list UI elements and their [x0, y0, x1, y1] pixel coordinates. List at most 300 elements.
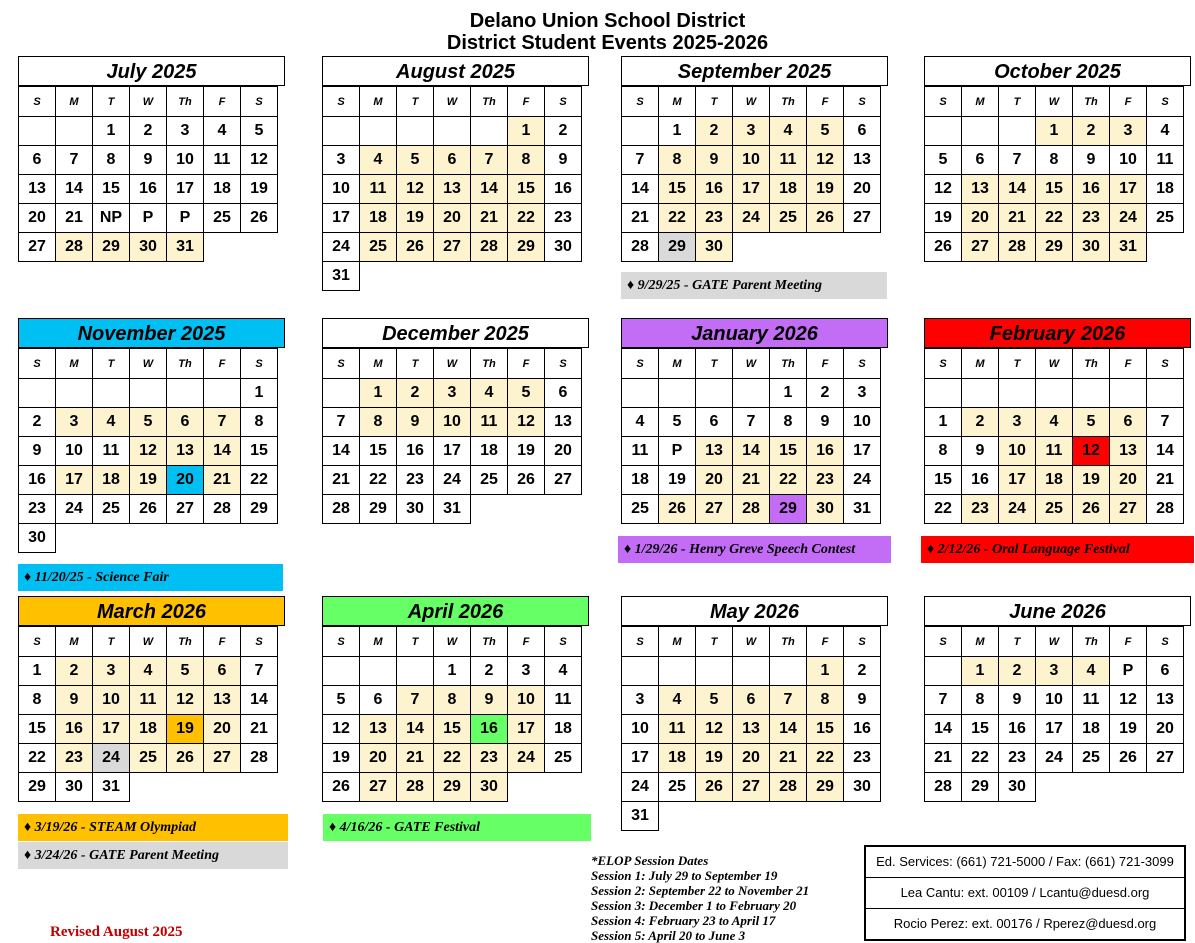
day-cell: 18: [204, 175, 241, 204]
day-cell: 23: [844, 744, 881, 773]
day-cell: 26: [1110, 744, 1147, 773]
week-row: [925, 175, 1184, 204]
day-cell: 17: [999, 466, 1036, 495]
day-cell: 16: [545, 175, 582, 204]
day-cell: 1: [508, 117, 545, 146]
day-cell: 9: [696, 146, 733, 175]
week-row: [622, 117, 881, 146]
day-cell: 22: [925, 495, 962, 524]
day-cell: 16: [130, 175, 167, 204]
day-cell: 3: [167, 117, 204, 146]
week-row: [622, 379, 881, 408]
day-cell: 25: [622, 495, 659, 524]
weekday-label: F: [508, 627, 545, 657]
day-cell: 15: [925, 466, 962, 495]
day-cell: [241, 524, 278, 553]
day-cell: 7: [56, 146, 93, 175]
day-cell: 19: [807, 175, 844, 204]
day-cell: 1: [1036, 117, 1073, 146]
day-cell: 11: [93, 437, 130, 466]
day-cell: 4: [770, 117, 807, 146]
day-cell: 4: [130, 657, 167, 686]
week-row: [622, 437, 881, 466]
day-cell: 30: [397, 495, 434, 524]
month-grid: [924, 348, 1184, 524]
day-cell: 2: [56, 657, 93, 686]
weekday-label: T: [696, 349, 733, 379]
day-cell: 15: [241, 437, 278, 466]
month-grid: [18, 626, 278, 802]
day-cell: 31: [93, 773, 130, 802]
day-cell: 14: [56, 175, 93, 204]
day-cell: 18: [659, 744, 696, 773]
weekday-label: F: [508, 87, 545, 117]
day-cell: 2: [844, 657, 881, 686]
day-cell: [545, 495, 582, 524]
day-cell: 19: [659, 466, 696, 495]
day-cell: 10: [434, 408, 471, 437]
day-cell: 31: [167, 233, 204, 262]
weekday-label: M: [360, 627, 397, 657]
day-cell: 25: [471, 466, 508, 495]
week-row: [19, 686, 278, 715]
day-cell: 12: [508, 408, 545, 437]
day-cell: 30: [844, 773, 881, 802]
day-cell: 14: [622, 175, 659, 204]
district-title: Delano Union School District: [469, 10, 746, 32]
day-cell: 18: [1036, 466, 1073, 495]
day-cell: 12: [397, 175, 434, 204]
day-cell: 12: [1110, 686, 1147, 715]
month-grid: [621, 86, 881, 262]
day-cell: P: [167, 204, 204, 233]
day-cell: P: [130, 204, 167, 233]
day-cell: 22: [360, 466, 397, 495]
week-row: [323, 657, 582, 686]
day-cell: 20: [167, 466, 204, 495]
day-cell: 22: [1036, 204, 1073, 233]
week-row: [925, 146, 1184, 175]
day-cell: 5: [397, 146, 434, 175]
day-cell: 7: [622, 146, 659, 175]
day-cell: 7: [241, 657, 278, 686]
day-cell: 28: [204, 495, 241, 524]
day-cell: 1: [434, 657, 471, 686]
week-row: [925, 379, 1184, 408]
weekday-label: F: [807, 87, 844, 117]
day-cell: [770, 657, 807, 686]
day-cell: [204, 524, 241, 553]
weekday-label: T: [397, 349, 434, 379]
day-cell: [622, 117, 659, 146]
event-note: ♦ 9/29/25 - GATE Parent Meeting: [621, 272, 887, 299]
day-cell: 1: [19, 657, 56, 686]
weekday-label: W: [733, 87, 770, 117]
day-cell: 8: [434, 686, 471, 715]
week-row: [323, 495, 582, 524]
month-title: August 2025: [322, 56, 589, 86]
weekday-label: M: [659, 627, 696, 657]
day-cell: 9: [1073, 146, 1110, 175]
day-cell: [844, 802, 881, 831]
day-cell: 29: [962, 773, 999, 802]
day-cell: 22: [241, 466, 278, 495]
day-cell: 16: [844, 715, 881, 744]
weekday-label: F: [204, 87, 241, 117]
day-cell: 12: [241, 146, 278, 175]
day-cell: [471, 262, 508, 291]
day-cell: 6: [204, 657, 241, 686]
week-row: [323, 715, 582, 744]
day-cell: 7: [1147, 408, 1184, 437]
weekday-label: S: [622, 627, 659, 657]
day-cell: [397, 117, 434, 146]
day-cell: 25: [659, 773, 696, 802]
day-cell: 29: [1036, 233, 1073, 262]
day-cell: 17: [56, 466, 93, 495]
day-cell: 3: [56, 408, 93, 437]
weekday-label: S: [925, 627, 962, 657]
day-cell: 10: [1110, 146, 1147, 175]
weekday-label: S: [622, 87, 659, 117]
calendar-subtitle: District Student Events 2025-2026: [446, 32, 769, 54]
day-cell: 15: [434, 715, 471, 744]
day-cell: 19: [1110, 715, 1147, 744]
week-row: [622, 773, 881, 802]
week-row: [925, 233, 1184, 262]
day-cell: [241, 233, 278, 262]
weekday-label: W: [434, 349, 471, 379]
day-cell: 25: [770, 204, 807, 233]
day-cell: [545, 773, 582, 802]
day-cell: 13: [1147, 686, 1184, 715]
day-cell: [508, 262, 545, 291]
week-row: [925, 408, 1184, 437]
day-cell: 10: [999, 437, 1036, 466]
day-cell: 28: [999, 233, 1036, 262]
day-cell: 5: [241, 117, 278, 146]
day-cell: [925, 657, 962, 686]
day-cell: 10: [167, 146, 204, 175]
month-grid: [322, 626, 582, 802]
day-cell: 13: [167, 437, 204, 466]
weekday-label: W: [130, 627, 167, 657]
day-cell: 5: [508, 379, 545, 408]
week-row: [323, 686, 582, 715]
day-cell: 13: [962, 175, 999, 204]
day-cell: 9: [844, 686, 881, 715]
day-cell: [659, 657, 696, 686]
day-cell: 28: [323, 495, 360, 524]
month-title: July 2025: [18, 56, 285, 86]
day-cell: 6: [696, 408, 733, 437]
day-cell: 6: [545, 379, 582, 408]
weekday-label: S: [323, 349, 360, 379]
day-cell: [19, 117, 56, 146]
day-cell: [844, 233, 881, 262]
day-cell: [1073, 379, 1110, 408]
day-cell: 5: [167, 657, 204, 686]
contact-box: [864, 845, 1186, 941]
day-cell: 1: [241, 379, 278, 408]
day-cell: 9: [545, 146, 582, 175]
day-cell: 24: [56, 495, 93, 524]
weekday-label: M: [962, 87, 999, 117]
weekday-label: Th: [1073, 349, 1110, 379]
day-cell: 12: [1073, 437, 1110, 466]
day-cell: 25: [545, 744, 582, 773]
day-cell: 13: [204, 686, 241, 715]
day-cell: 12: [925, 175, 962, 204]
week-row: [323, 379, 582, 408]
day-cell: 18: [545, 715, 582, 744]
day-cell: 2: [397, 379, 434, 408]
week-row: [323, 233, 582, 262]
weekday-label: S: [1147, 349, 1184, 379]
day-cell: [204, 233, 241, 262]
weekday-label: S: [545, 349, 582, 379]
week-row: [925, 657, 1184, 686]
day-cell: 26: [508, 466, 545, 495]
day-cell: 11: [1073, 686, 1110, 715]
weekday-label: M: [56, 87, 93, 117]
week-row: [925, 117, 1184, 146]
day-cell: 8: [19, 686, 56, 715]
week-row: [19, 437, 278, 466]
day-cell: 19: [397, 204, 434, 233]
week-row: [622, 715, 881, 744]
day-cell: [19, 379, 56, 408]
day-cell: 2: [999, 657, 1036, 686]
month-june-2026: [924, 596, 1191, 802]
day-cell: 27: [360, 773, 397, 802]
day-cell: 20: [733, 744, 770, 773]
event-note: ♦ 1/29/26 - Henry Greve Speech Contest: [618, 536, 891, 563]
weekday-label: F: [807, 349, 844, 379]
day-cell: 14: [204, 437, 241, 466]
day-cell: 7: [323, 408, 360, 437]
revised-date: Revised August 2025: [50, 924, 183, 940]
day-cell: 28: [56, 233, 93, 262]
day-cell: 15: [93, 175, 130, 204]
elop-session: Session 3: December 1 to February 20: [591, 898, 797, 913]
weekday-label: T: [93, 349, 130, 379]
month-grid: [322, 348, 582, 524]
day-cell: 12: [696, 715, 733, 744]
weekday-label: Th: [770, 87, 807, 117]
day-cell: 14: [925, 715, 962, 744]
day-cell: 20: [1110, 466, 1147, 495]
weekday-label: Th: [471, 349, 508, 379]
weekday-label: S: [545, 87, 582, 117]
weekday-label: T: [999, 349, 1036, 379]
day-cell: 9: [56, 686, 93, 715]
day-cell: 28: [622, 233, 659, 262]
day-cell: 28: [1147, 495, 1184, 524]
day-cell: 29: [93, 233, 130, 262]
day-cell: 8: [962, 686, 999, 715]
week-row: [323, 204, 582, 233]
day-cell: [659, 802, 696, 831]
weekday-label: Th: [167, 627, 204, 657]
day-cell: 17: [434, 437, 471, 466]
day-cell: 30: [999, 773, 1036, 802]
day-cell: 5: [130, 408, 167, 437]
weekday-label: S: [1147, 627, 1184, 657]
day-cell: [434, 262, 471, 291]
day-cell: 4: [659, 686, 696, 715]
day-cell: [130, 773, 167, 802]
day-cell: 23: [696, 204, 733, 233]
day-cell: 25: [130, 744, 167, 773]
day-cell: 5: [1073, 408, 1110, 437]
month-grid: [18, 348, 278, 553]
elop-session-dates: [591, 853, 809, 943]
weekday-label: M: [962, 627, 999, 657]
day-cell: 12: [807, 146, 844, 175]
weekday-label: S: [241, 627, 278, 657]
day-cell: 4: [1073, 657, 1110, 686]
day-cell: 29: [19, 773, 56, 802]
day-cell: 9: [999, 686, 1036, 715]
month-title: November 2025: [18, 318, 285, 348]
day-cell: 22: [807, 744, 844, 773]
week-row: [622, 466, 881, 495]
day-cell: 28: [471, 233, 508, 262]
day-cell: 7: [770, 686, 807, 715]
day-cell: 4: [545, 657, 582, 686]
day-cell: 11: [471, 408, 508, 437]
weekday-label: Th: [770, 349, 807, 379]
day-cell: [434, 117, 471, 146]
weekday-label: W: [130, 349, 167, 379]
day-cell: 1: [807, 657, 844, 686]
day-cell: 22: [434, 744, 471, 773]
day-cell: 5: [925, 146, 962, 175]
day-cell: 29: [659, 233, 696, 262]
day-cell: [925, 379, 962, 408]
day-cell: 25: [1036, 495, 1073, 524]
weekday-label: M: [360, 349, 397, 379]
week-row: [622, 233, 881, 262]
weekday-label: T: [999, 627, 1036, 657]
weekday-label: T: [93, 87, 130, 117]
day-cell: 4: [93, 408, 130, 437]
day-cell: 16: [999, 715, 1036, 744]
day-cell: 21: [770, 744, 807, 773]
day-cell: [323, 117, 360, 146]
day-cell: 31: [434, 495, 471, 524]
day-cell: [508, 495, 545, 524]
day-cell: 17: [733, 175, 770, 204]
day-cell: 13: [1110, 437, 1147, 466]
week-row: [622, 686, 881, 715]
day-cell: 8: [508, 146, 545, 175]
month-title: March 2026: [18, 596, 285, 626]
week-row: [925, 715, 1184, 744]
week-row: [925, 204, 1184, 233]
day-cell: 14: [323, 437, 360, 466]
day-cell: 29: [360, 495, 397, 524]
day-cell: 21: [733, 466, 770, 495]
day-cell: 9: [19, 437, 56, 466]
day-cell: [397, 262, 434, 291]
day-cell: 7: [471, 146, 508, 175]
month-title: December 2025: [322, 318, 589, 348]
week-row: [19, 408, 278, 437]
weekday-label: T: [696, 627, 733, 657]
day-cell: [56, 524, 93, 553]
week-row: [622, 802, 881, 831]
day-cell: 15: [360, 437, 397, 466]
day-cell: 4: [360, 146, 397, 175]
contact-rocio-perez: Rocio Perez: ext. 00176 / Rperez@duesd.org: [866, 908, 1184, 939]
day-cell: 9: [130, 146, 167, 175]
month-november-2025: [18, 318, 285, 553]
weekday-label: Th: [1073, 87, 1110, 117]
day-cell: 25: [93, 495, 130, 524]
day-cell: 30: [1073, 233, 1110, 262]
day-cell: 23: [807, 466, 844, 495]
day-cell: 25: [1147, 204, 1184, 233]
week-row: [19, 495, 278, 524]
day-cell: 27: [1110, 495, 1147, 524]
day-cell: [360, 657, 397, 686]
day-cell: 23: [397, 466, 434, 495]
month-october-2025: [924, 56, 1191, 262]
day-cell: 21: [397, 744, 434, 773]
week-row: [622, 204, 881, 233]
weekday-label: S: [925, 349, 962, 379]
day-cell: 4: [622, 408, 659, 437]
day-cell: 20: [204, 715, 241, 744]
day-cell: 29: [434, 773, 471, 802]
weekday-label: F: [204, 349, 241, 379]
day-cell: 2: [696, 117, 733, 146]
day-cell: 3: [508, 657, 545, 686]
day-cell: 24: [93, 744, 130, 773]
day-cell: 16: [696, 175, 733, 204]
day-cell: 10: [733, 146, 770, 175]
day-cell: 18: [622, 466, 659, 495]
day-cell: 4: [1036, 408, 1073, 437]
day-cell: [1147, 773, 1184, 802]
day-cell: 21: [925, 744, 962, 773]
day-cell: 26: [659, 495, 696, 524]
week-row: [19, 175, 278, 204]
day-cell: 3: [733, 117, 770, 146]
day-cell: 31: [323, 262, 360, 291]
week-row: [19, 204, 278, 233]
weekday-label: Th: [167, 349, 204, 379]
day-cell: 15: [770, 437, 807, 466]
month-title: May 2026: [621, 596, 888, 626]
day-cell: 1: [93, 117, 130, 146]
weekday-label: W: [130, 87, 167, 117]
day-cell: 29: [770, 495, 807, 524]
day-cell: 9: [962, 437, 999, 466]
month-title: September 2025: [621, 56, 888, 86]
weekday-label: Th: [471, 627, 508, 657]
day-cell: 8: [1036, 146, 1073, 175]
day-cell: 10: [56, 437, 93, 466]
day-cell: 2: [962, 408, 999, 437]
day-cell: 30: [545, 233, 582, 262]
week-row: [323, 408, 582, 437]
day-cell: 3: [434, 379, 471, 408]
day-cell: 16: [397, 437, 434, 466]
month-grid: [924, 626, 1184, 802]
